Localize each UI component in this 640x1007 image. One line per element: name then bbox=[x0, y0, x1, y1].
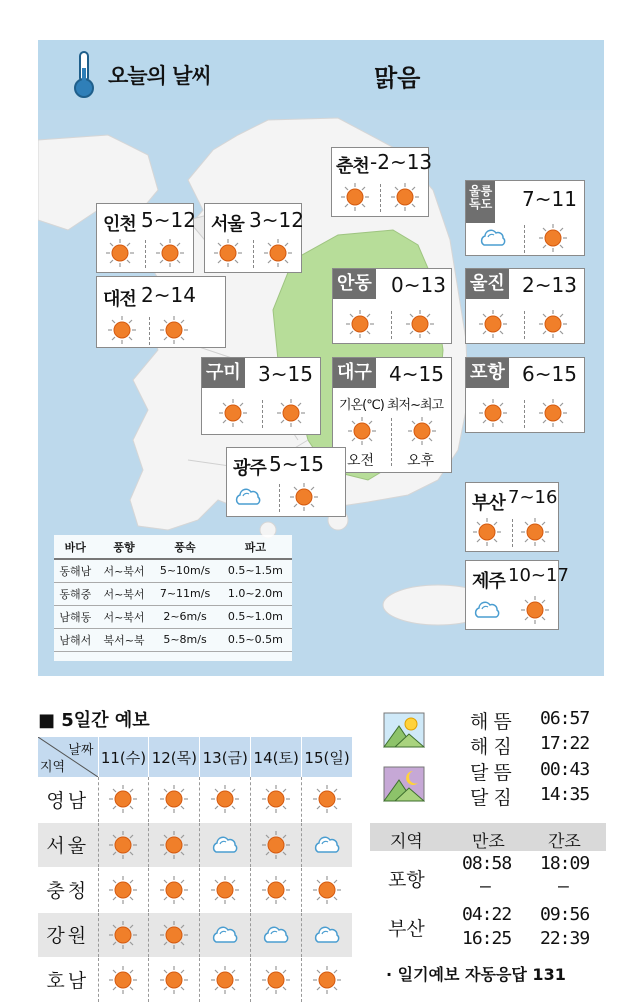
moonrise-time: 00:43 bbox=[540, 759, 590, 780]
divider bbox=[253, 240, 254, 268]
sunset-time: 17:22 bbox=[540, 733, 590, 754]
sea-header: 풍향 bbox=[97, 535, 152, 559]
cloud-icon bbox=[210, 920, 240, 950]
forecast-cell bbox=[200, 912, 251, 957]
cloud-icon bbox=[478, 223, 508, 253]
sun-icon bbox=[289, 482, 319, 512]
thermometer-icon bbox=[72, 50, 96, 100]
sea-cell: 동해중 bbox=[54, 582, 97, 605]
sea-cell: 7~11m/s bbox=[151, 582, 218, 605]
sea-cell: 2~6m/s bbox=[151, 605, 218, 628]
sun-icon bbox=[213, 238, 243, 268]
cloud-icon bbox=[312, 830, 342, 860]
forecast-row bbox=[38, 867, 352, 912]
city-temp: -2~13 bbox=[370, 150, 433, 174]
sun-icon bbox=[108, 830, 138, 860]
city-box-daegu bbox=[332, 357, 452, 473]
sea-cell: 5~10m/s bbox=[151, 559, 218, 582]
city-tag: 안동 bbox=[333, 269, 376, 299]
forecast-cell bbox=[149, 867, 200, 912]
sea-cell: 5~8m/s bbox=[151, 628, 218, 651]
city-temp: 2~13 bbox=[522, 273, 577, 297]
sun-icon bbox=[520, 595, 550, 625]
forecast-cell bbox=[200, 957, 251, 1002]
table-row bbox=[54, 628, 292, 651]
sun-icon bbox=[210, 875, 240, 905]
divider bbox=[391, 311, 392, 339]
day-header: 12(목) bbox=[149, 737, 200, 777]
city-name: 서울 bbox=[211, 214, 244, 235]
city-tag: 울진 bbox=[466, 269, 509, 299]
sun-icon bbox=[340, 182, 370, 212]
forecast-cell bbox=[302, 777, 352, 822]
sea-cell: 0.5~1.0m bbox=[219, 605, 292, 628]
sun-icon bbox=[210, 784, 240, 814]
sun-icon bbox=[155, 238, 185, 268]
cloud-icon bbox=[261, 920, 291, 950]
city-name: 춘천 bbox=[336, 156, 369, 177]
sea-cell: 동해남 bbox=[54, 559, 97, 582]
city-temp: 0~13 bbox=[391, 273, 446, 297]
sun-icon bbox=[405, 309, 435, 339]
forecast-cell bbox=[98, 957, 149, 1002]
sea-cell: 북서~북 bbox=[97, 628, 152, 651]
city-temp: 2~14 bbox=[141, 283, 196, 307]
sun-icon bbox=[261, 965, 291, 995]
sunset-label: 해짐 bbox=[470, 736, 517, 758]
tide-low: – bbox=[558, 876, 568, 897]
forecast-cell bbox=[251, 777, 302, 822]
divider bbox=[279, 484, 280, 512]
forecast-cell bbox=[98, 822, 149, 867]
moonrise-label: 달뜸 bbox=[470, 762, 517, 784]
sun-icon bbox=[478, 309, 508, 339]
sunrise-label: 해뜸 bbox=[470, 711, 517, 733]
city-temp: 3~12 bbox=[249, 208, 304, 232]
cloud-icon bbox=[312, 920, 342, 950]
sea-header: 바다 bbox=[54, 535, 97, 559]
cloud-icon bbox=[472, 595, 502, 625]
forecast-phone-note: · 일기예보 자동응답 131 bbox=[386, 965, 566, 984]
sea-cell: 1.0~2.0m bbox=[219, 582, 292, 605]
tide-high: 16:25 bbox=[462, 928, 512, 949]
forecast-region: 서울 bbox=[38, 822, 98, 867]
sun-icon bbox=[261, 784, 291, 814]
divider bbox=[524, 311, 525, 339]
divider bbox=[380, 184, 381, 212]
forecast-cell bbox=[200, 867, 251, 912]
tide-header-low: 간조 bbox=[548, 832, 581, 852]
forecast-cell bbox=[251, 912, 302, 957]
city-box-pohang bbox=[465, 357, 585, 433]
sun-icon bbox=[276, 398, 306, 428]
pm-label: 오후 bbox=[407, 453, 435, 469]
forecast-cell bbox=[251, 822, 302, 867]
city-temp: 3~15 bbox=[258, 362, 313, 386]
sea-cell: 서~북서 bbox=[97, 559, 152, 582]
forecast-cell bbox=[149, 777, 200, 822]
sun-icon bbox=[472, 517, 502, 547]
sun-icon bbox=[218, 398, 248, 428]
corner-date-label: 날짜 bbox=[68, 743, 94, 758]
city-temp: 10~17 bbox=[508, 565, 569, 586]
forecast-row bbox=[38, 777, 352, 822]
sun-icon bbox=[261, 875, 291, 905]
city-box-gwangju bbox=[226, 447, 346, 517]
sun-icon bbox=[312, 875, 342, 905]
moonset-label: 달짐 bbox=[470, 787, 517, 809]
forecast-cell bbox=[302, 957, 352, 1002]
sea-header: 파고 bbox=[219, 535, 292, 559]
tide-header bbox=[370, 823, 606, 851]
city-tag: 구미 bbox=[202, 358, 245, 388]
forecast-title: ■ 5일간 예보 bbox=[38, 710, 150, 731]
table-row bbox=[54, 559, 292, 582]
sunrise-icon bbox=[383, 712, 425, 748]
forecast-cell bbox=[251, 957, 302, 1002]
forecast-cell bbox=[200, 822, 251, 867]
divider bbox=[391, 418, 392, 466]
sea-cell: 남해동 bbox=[54, 605, 97, 628]
day-header: 11(수) bbox=[98, 737, 149, 777]
forecast-cell bbox=[251, 867, 302, 912]
divider bbox=[149, 317, 150, 345]
sun-icon bbox=[407, 416, 437, 446]
forecast-cell bbox=[302, 822, 352, 867]
city-box-incheon bbox=[96, 203, 194, 273]
sun-icon bbox=[520, 517, 550, 547]
forecast-cell bbox=[149, 912, 200, 957]
city-name: 인천 bbox=[103, 214, 136, 235]
am-label: 오전 bbox=[347, 453, 375, 469]
sea-conditions-table bbox=[54, 535, 292, 661]
tide-low: 18:09 bbox=[540, 853, 590, 874]
tide-region-busan: 부산 bbox=[388, 918, 425, 940]
sun-icon bbox=[108, 784, 138, 814]
corner-cell bbox=[38, 737, 98, 777]
divider bbox=[262, 400, 263, 428]
city-tag: 포항 bbox=[466, 358, 509, 388]
sun-icon bbox=[312, 965, 342, 995]
tide-header-region: 지역 bbox=[390, 832, 423, 852]
sun-icon bbox=[159, 315, 189, 345]
day-header: 14(토) bbox=[251, 737, 302, 777]
sun-icon bbox=[159, 784, 189, 814]
tide-high: – bbox=[480, 876, 490, 897]
tide-low: 09:56 bbox=[540, 904, 590, 925]
cloud-icon bbox=[233, 482, 263, 512]
sun-icon bbox=[210, 965, 240, 995]
sea-cell: 0.5~1.5m bbox=[219, 559, 292, 582]
sun-icon bbox=[159, 965, 189, 995]
forecast-region: 영남 bbox=[38, 777, 98, 822]
city-box-chuncheon bbox=[331, 147, 433, 217]
sun-icon bbox=[347, 416, 377, 446]
weather-condition: 맑음 bbox=[374, 64, 421, 92]
day-header: 15(일) bbox=[302, 737, 352, 777]
divider bbox=[524, 225, 525, 253]
forecast-row bbox=[38, 912, 352, 957]
sun-icon bbox=[108, 965, 138, 995]
forecast-cell bbox=[302, 867, 352, 912]
sun-icon bbox=[159, 875, 189, 905]
city-name: 제주 bbox=[472, 571, 505, 592]
forecast-cell bbox=[98, 777, 149, 822]
city-box-daejeon bbox=[96, 276, 226, 348]
tide-region-pohang: 포항 bbox=[388, 869, 425, 891]
city-box-andong bbox=[332, 268, 452, 344]
city-name: 대전 bbox=[103, 289, 136, 310]
city-box-busan bbox=[465, 482, 559, 552]
forecast-row bbox=[38, 957, 352, 1002]
temp-legend: 기온(℃) 최저~최고 bbox=[339, 398, 444, 413]
corner-region-label: 지역 bbox=[40, 760, 66, 775]
sea-cell: 남해서 bbox=[54, 628, 97, 651]
forecast-row bbox=[38, 822, 352, 867]
forecast-cell bbox=[200, 777, 251, 822]
cloud-icon bbox=[210, 830, 240, 860]
city-box-uljin bbox=[465, 268, 585, 344]
divider bbox=[145, 240, 146, 268]
sun-icon bbox=[478, 398, 508, 428]
page-title: 오늘의 날씨 bbox=[108, 64, 211, 88]
forecast-table bbox=[38, 737, 352, 1003]
city-box-gumi bbox=[201, 357, 321, 435]
tide-high: 08:58 bbox=[462, 853, 512, 874]
forecast-cell bbox=[149, 957, 200, 1002]
moonrise-icon bbox=[383, 766, 425, 802]
sun-icon bbox=[159, 920, 189, 950]
city-box-seoul bbox=[204, 203, 302, 273]
city-temp: 5~15 bbox=[269, 452, 324, 476]
city-temp: 7~11 bbox=[522, 187, 577, 211]
sun-icon bbox=[312, 784, 342, 814]
sun-icon bbox=[538, 309, 568, 339]
forecast-cell bbox=[98, 912, 149, 957]
sunrise-time: 06:57 bbox=[540, 708, 590, 729]
city-tag: 대구 bbox=[333, 358, 376, 388]
sun-icon bbox=[263, 238, 293, 268]
sun-icon bbox=[538, 398, 568, 428]
city-temp: 7~16 bbox=[508, 487, 558, 508]
day-header: 13(금) bbox=[200, 737, 251, 777]
city-box-jeju bbox=[465, 560, 569, 630]
forecast-region: 강원 bbox=[38, 912, 98, 957]
city-temp: 5~12 bbox=[141, 208, 196, 232]
forecast-cell bbox=[98, 867, 149, 912]
city-box-ulleung bbox=[465, 180, 585, 256]
sun-icon bbox=[108, 875, 138, 905]
sun-icon bbox=[105, 238, 135, 268]
table-row bbox=[54, 582, 292, 605]
header-bar bbox=[38, 40, 604, 110]
tide-header-high: 만조 bbox=[472, 832, 505, 852]
sun-icon bbox=[107, 315, 137, 345]
city-temp: 4~15 bbox=[389, 362, 444, 386]
sun-icon bbox=[261, 830, 291, 860]
forecast-cell bbox=[149, 822, 200, 867]
divider bbox=[524, 400, 525, 428]
tide-high: 04:22 bbox=[462, 904, 512, 925]
city-tag: 울릉 독도 bbox=[466, 181, 495, 223]
forecast-region: 충청 bbox=[38, 867, 98, 912]
forecast-region: 호남 bbox=[38, 957, 98, 1002]
sea-cell: 서~북서 bbox=[97, 605, 152, 628]
city-name: 부산 bbox=[472, 493, 505, 514]
forecast-cell bbox=[302, 912, 352, 957]
sun-icon bbox=[108, 920, 138, 950]
moonset-time: 14:35 bbox=[540, 784, 590, 805]
tide-low: 22:39 bbox=[540, 928, 590, 949]
sun-icon bbox=[538, 223, 568, 253]
sea-header: 풍속 bbox=[151, 535, 218, 559]
city-name: 광주 bbox=[233, 458, 266, 479]
sun-icon bbox=[159, 830, 189, 860]
sea-cell: 0.5~0.5m bbox=[219, 628, 292, 651]
sea-cell: 서~북서 bbox=[97, 582, 152, 605]
sun-icon bbox=[390, 182, 420, 212]
city-temp: 6~15 bbox=[522, 362, 577, 386]
divider bbox=[512, 519, 513, 547]
table-row bbox=[54, 605, 292, 628]
sun-icon bbox=[345, 309, 375, 339]
